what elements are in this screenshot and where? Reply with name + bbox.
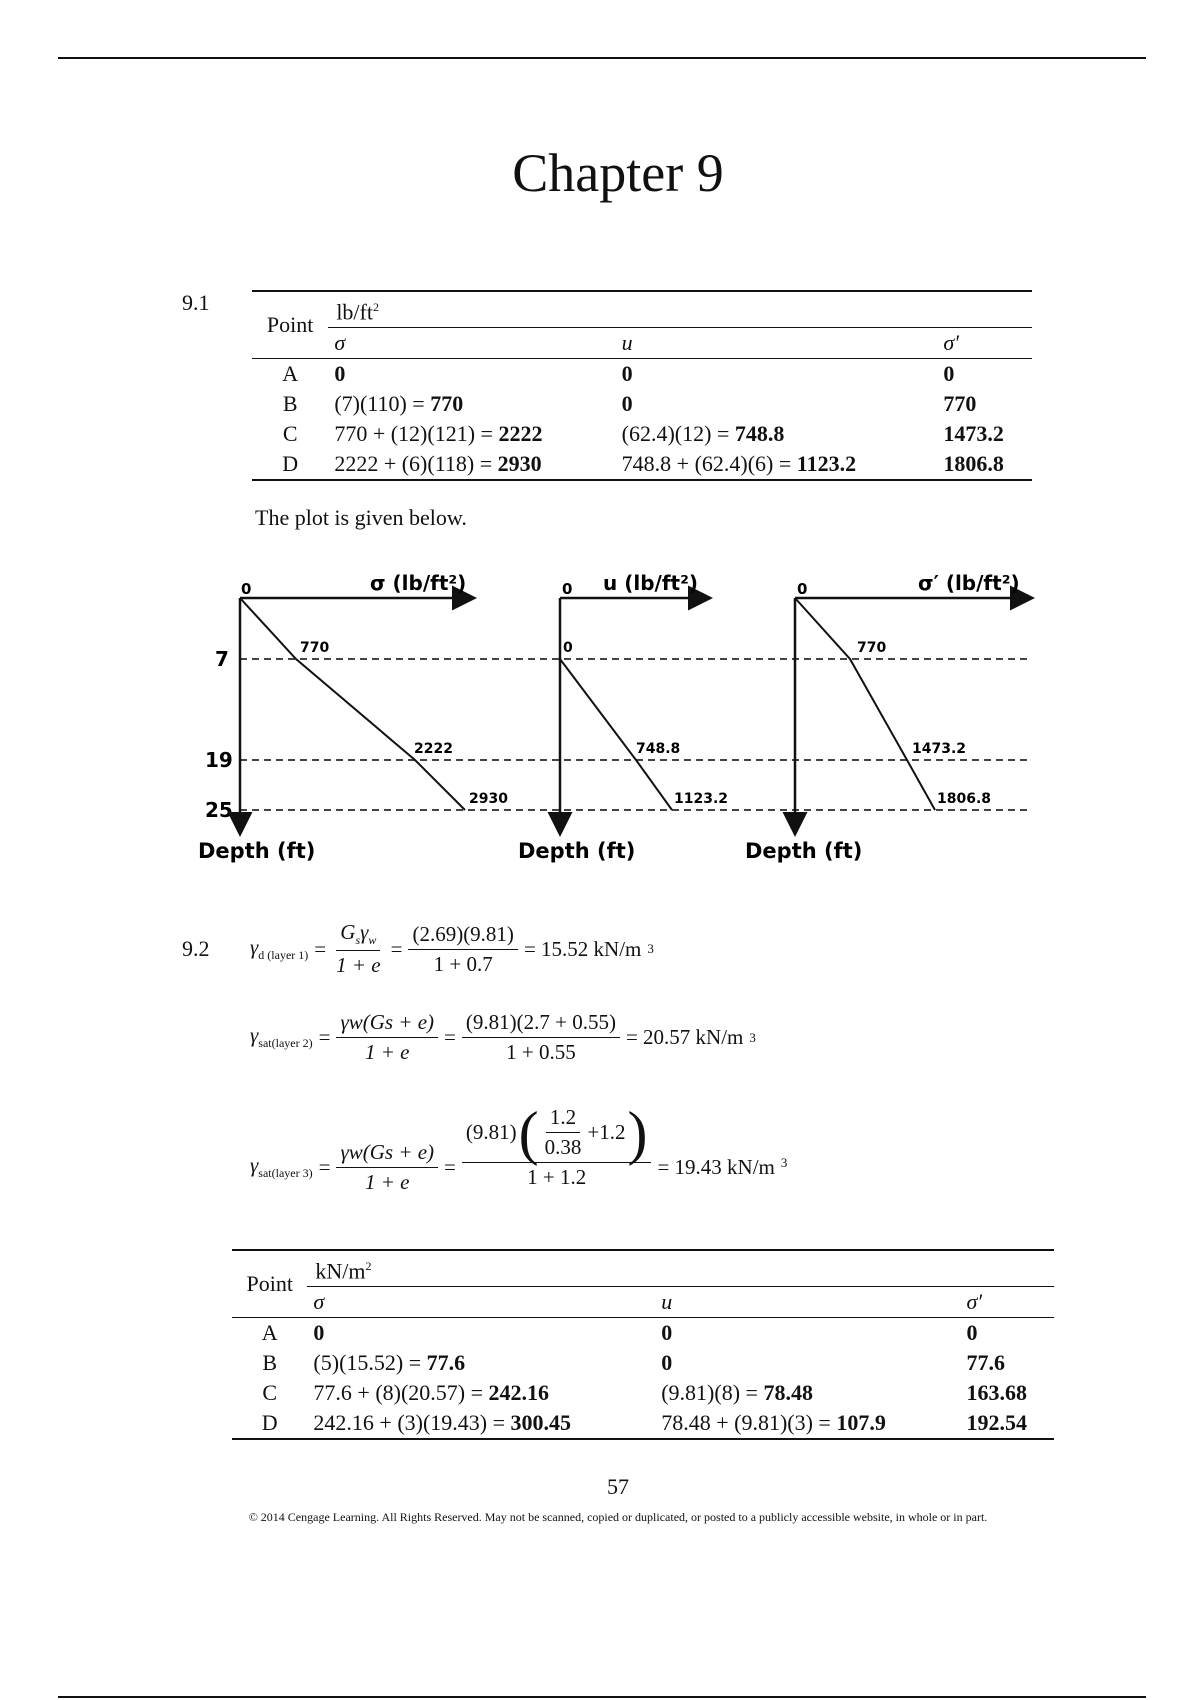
- sigma-eff-profile-line: [795, 598, 935, 810]
- table-row: B (5)(15.52) = 77.6 0 77.6: [262, 1350, 1005, 1376]
- equation-layer-3: $\gamma_{sat(layer 3)}$ = $\frac{\gamma w(Gs + e)}{1 + e}$ = (9.81) ( $\frac{1.2}{0.38}$ +1.2 ) 1 + 1.2 = 19.43 kN/m 3: [250, 1099, 788, 1194]
- sigma-eff-label-770: 770: [857, 640, 887, 656]
- problem-number-9-1: 9.1: [182, 290, 210, 315]
- problem-number-9-2: 9.2: [182, 936, 210, 961]
- u-plot-title: u (lb/ft²): [603, 571, 698, 595]
- origin-label: 0: [797, 580, 808, 598]
- copyright-notice: © 2014 Cengage Learning. All Rights Reserved. May not be scanned, copied or duplicated, or posted to a publicly accessible website, in whole or in part.: [248, 1510, 988, 1524]
- u-profile-line: [560, 598, 672, 810]
- sigma-eff-label-1473-2: 1473.2: [912, 741, 967, 757]
- sigma-label-770: 770: [300, 640, 330, 656]
- depth-axis-label: Depth (ft): [518, 839, 636, 863]
- u-label-748-8: 748.8: [636, 741, 681, 757]
- origin-label: 0: [562, 580, 573, 598]
- unit-header: $lb/ft^2$: [328, 291, 1032, 328]
- origin-label: 0: [241, 580, 252, 598]
- equation-layer-2: $\gamma_{sat(layer 2)}$ = $\frac{\gamma w(Gs + e)}{1 + e}$ = $\frac{(9.81)(2.7 + 0.55)}{1 + 0.55}$ = 20.57 kN/m 3: [250, 1010, 756, 1064]
- depth-axis-label: Depth (ft): [745, 839, 863, 863]
- sigma-header: σ: [307, 1287, 655, 1318]
- equation-layer-1: $\gamma_{d (layer 1)}$ = $\frac{G_s\gamma_w}{1 + e}$ = $\frac{(2.69)(9.81)}{1 + 0.7}$ = 15.52 kN/m 3: [250, 920, 654, 978]
- sigma-eff-header: σ′: [960, 1287, 1054, 1318]
- sigma-label-2222: 2222: [414, 741, 453, 757]
- point-header: Point: [232, 1250, 307, 1318]
- depth-axis-label: Depth (ft): [198, 839, 316, 863]
- page-number: 57: [607, 1474, 629, 1499]
- bottom-rule: [58, 1696, 1146, 1698]
- table-row: C 770 + (12)(121) = 2222 (62.4)(12) = 748.8 1473.2: [282, 421, 1004, 447]
- stress-table-9-2: [232, 1249, 1054, 1440]
- sigma-eff-label-1806-8: 1806.8: [937, 791, 992, 807]
- u-header: u: [616, 328, 938, 359]
- unit-header: $kN/m^2$: [307, 1250, 1054, 1287]
- u-header: u: [655, 1287, 960, 1318]
- table-row: A 0 0 0: [261, 1320, 978, 1346]
- table-row: C 77.6 + (8)(20.57) = 242.16 (9.81)(8) = 78.48 163.68: [262, 1380, 1027, 1406]
- depth-tick-7: 7: [215, 647, 229, 671]
- sigma-eff-plot-title: σ′ (lb/ft²): [918, 571, 1020, 595]
- table-row: A 0 0 0: [282, 361, 955, 387]
- u-label-1123-2: 1123.2: [674, 791, 729, 807]
- point-header: Point: [252, 291, 328, 359]
- sigma-label-2930: 2930: [469, 791, 508, 807]
- sigma-plot-title: σ (lb/ft²): [370, 571, 467, 595]
- table-row: D 2222 + (6)(118) = 2930 748.8 + (62.4)(6) = 1123.2 1806.8: [282, 451, 1004, 477]
- depth-tick-19: 19: [205, 748, 233, 772]
- table-row: D 242.16 + (3)(19.43) = 300.45 78.48 + (9.81)(3) = 107.9 192.54: [261, 1410, 1027, 1436]
- chapter-title: Chapter 9: [512, 143, 724, 203]
- sigma-header: σ: [328, 328, 615, 359]
- table-row: B (7)(110) = 770 0 770: [282, 391, 977, 417]
- u-label-0: 0: [563, 640, 573, 656]
- depth-tick-25: 25: [205, 798, 233, 822]
- sigma-eff-header: σ′: [937, 328, 1032, 359]
- sigma-profile-line: [240, 598, 465, 810]
- plot-intro-text: The plot is given below.: [255, 505, 467, 530]
